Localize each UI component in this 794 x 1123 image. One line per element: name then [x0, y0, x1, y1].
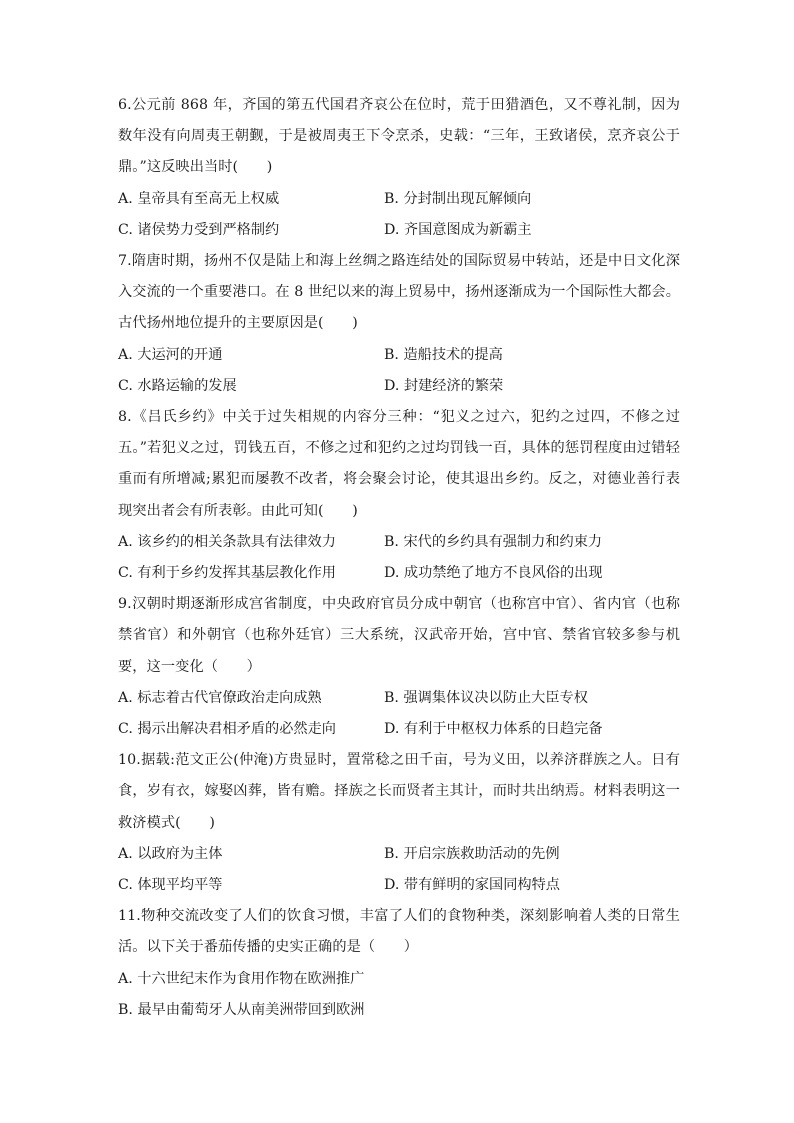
options-grid [118, 527, 680, 589]
question-page [118, 90, 680, 1026]
option-a: A. 标志着古代官僚政治走向成熟 [118, 689, 322, 706]
question-stem: 8.《吕氏乡约》中关于过失相规的内容分三种：“犯义之过六，犯约之过四，不修之过五。”若犯义之过，罚钱五百，不修之过和犯约之过均罚钱一百，具体的惩罚程度由过错轻重而有所增减;累犯而屡教不改者，将会聚会讨论，使其退出乡约。反之，对德业善行表现突出者会有所表彰。由此可知( ) [118, 409, 680, 519]
option-a: A. 皇帝具有至高无上权威 [118, 190, 280, 207]
option-b: B. 强调集体议决以防止大臣专权 [384, 689, 588, 706]
question-stem: 9.汉朝时期逐渐形成宫省制度，中央政府官员分成中朝官（也称宫中官）、省内官（也称禁省官）和外朝官（也称外廷官）三大系统，汉武帝开始，宫中官、禁省官较多参与机要，这一变化（ ） [118, 596, 680, 675]
option-d: D. 齐国意图成为新霸主 [384, 221, 532, 238]
option-d: D. 成功禁绝了地方不良风俗的出现 [384, 565, 603, 582]
option-a: A. 以政府为主体 [118, 845, 223, 862]
question-8 [118, 402, 680, 589]
option-c: C. 揭示出解决君相矛盾的必然走向 [118, 721, 336, 738]
option-c: C. 体现平均平等 [118, 877, 223, 894]
option-c: C. 水路运输的发展 [118, 377, 237, 394]
option-a: A. 大运河的开通 [118, 346, 223, 363]
question-11 [118, 901, 680, 1026]
question-7 [118, 246, 680, 402]
options-grid [118, 683, 680, 745]
options-grid [118, 340, 680, 402]
options-grid [118, 184, 680, 246]
option-c: C. 有利于乡约发挥其基层教化作用 [118, 565, 336, 582]
option-a: A. 十六世纪末作为食用作物在欧洲推广 [118, 970, 365, 987]
question-stem: 7.隋唐时期，扬州不仅是陆上和海上丝绸之路连结处的国际贸易中转站，还是中日文化深入交流的一个重要港口。在 8 世纪以来的海上贸易中，扬州逐渐成为一个国际性大都会。古代扬州地位提升的主要原因是( ) [118, 253, 680, 332]
options-grid [118, 839, 680, 901]
question-stem: 11.物种交流改变了人们的饮食习惯，丰富了人们的食物种类，深刻影响着人类的日常生活。以下关于番茄传播的史实正确的是（ ） [118, 908, 680, 956]
option-b: B. 造船技术的提高 [384, 346, 503, 363]
question-6 [118, 90, 680, 246]
option-d: D. 有利于中枢权力体系的日趋完备 [384, 721, 603, 738]
option-a: A. 该乡约的相关条款具有法律效力 [118, 533, 336, 550]
question-stem: 10.据载:范文正公(仲淹)方贵显时，置常稔之田千亩，号为义田，以养济群族之人。日有食，岁有衣，嫁娶凶葬，皆有赡。择族之长而贤者主其计，而时共出纳焉。材料表明这一救济模式( ) [118, 752, 680, 831]
option-c: C. 诸侯势力受到严格制约 [118, 221, 280, 238]
question-10 [118, 745, 680, 901]
question-9 [118, 589, 680, 745]
option-b: B. 分封制出现瓦解倾向 [384, 190, 532, 207]
option-b: B. 宋代的乡约具有强制力和约束力 [384, 533, 603, 550]
option-d: D. 封建经济的繁荣 [384, 377, 504, 394]
option-b: B. 开启宗族救助活动的先例 [384, 845, 560, 862]
options-list [118, 964, 680, 1026]
option-b: B. 最早由葡萄牙人从南美洲带回到欧洲 [118, 1001, 365, 1018]
option-d: D. 带有鲜明的家国同构特点 [384, 877, 560, 894]
question-stem: 6.公元前 868 年，齐国的第五代国君齐哀公在位时，荒于田猎酒色，又不尊礼制，因为数年没有向周夷王朝觐，于是被周夷王下令烹杀，史载：“三年，王致诸侯，烹齐哀公于鼎。”这反映出当时( ) [118, 97, 680, 176]
